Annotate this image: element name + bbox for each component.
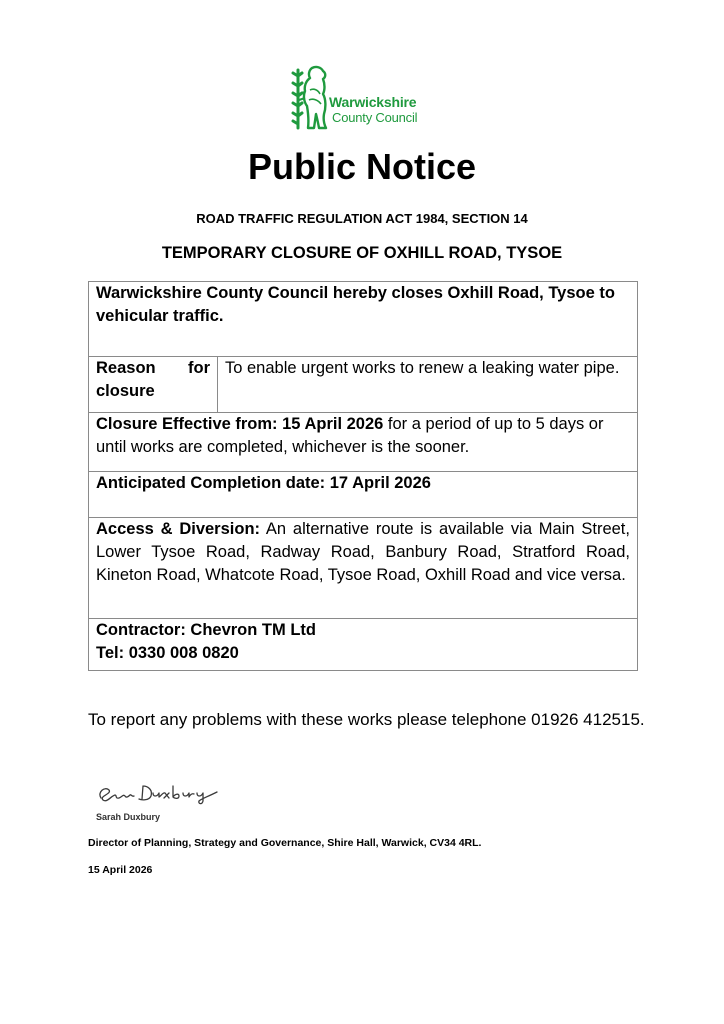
closure-heading: TEMPORARY CLOSURE OF OXHILL ROAD, TYSOE — [161, 244, 563, 262]
table-row — [89, 282, 638, 357]
act-reference: ROAD TRAFFIC REGULATION ACT 1984, SECTION 14 — [196, 211, 528, 226]
table-row — [89, 619, 638, 671]
logo-text-line2: County Council — [332, 110, 418, 125]
effective-text: for a period of up to 5 days or until works are completed, whichever is the sooner. — [96, 415, 604, 457]
table-row — [89, 357, 638, 413]
bear-and-ragged-staff-logo-icon — [288, 64, 332, 132]
access-cell — [89, 517, 638, 618]
effective-label: Closure Effective from: 15 April 2026 — [96, 415, 384, 434]
effective-cell — [89, 413, 638, 472]
handwritten-signature-icon — [95, 780, 225, 806]
intro-cell: Warwickshire County Council hereby closes Oxhill Road, Tysoe to vehicular traffic. — [89, 282, 638, 357]
director-address: Director of Planning, Strategy and Governance, Shire Hall, Warwick, CV34 4RL. — [88, 837, 482, 849]
contractor-cell — [89, 619, 638, 671]
reason-label: Reason for closure — [89, 357, 218, 413]
contractor-name: Contractor: Chevron TM Ltd — [96, 621, 316, 640]
page-title: Public Notice — [247, 146, 477, 187]
report-problems-text: To report any problems with these works please telephone 01926 412515. — [88, 710, 645, 729]
table-row — [89, 472, 638, 517]
signatory-name: Sarah Duxbury — [96, 812, 161, 822]
reason-text: To enable urgent works to renew a leaking water pipe. — [218, 357, 638, 413]
council-logo — [288, 64, 438, 132]
table-row — [89, 413, 638, 472]
completion-cell: Anticipated Completion date: 17 April 2026 — [89, 472, 638, 517]
table-row — [89, 517, 638, 618]
access-label: Access & Diversion: — [96, 519, 261, 538]
access-text: An alternative route is available via Main Street, Lower Tysoe Road, Radway Road, Banbury Road, Stratford Road, Kineton Road, Whatcote Road, Tysoe Road, Oxhill Road and vice versa. — [96, 519, 630, 584]
contractor-tel: Tel: 0330 008 0820 — [96, 644, 239, 663]
notice-date: 15 April 2026 — [88, 864, 153, 876]
notice-table — [88, 281, 638, 671]
logo-text-line1: Warwickshire — [329, 94, 417, 110]
